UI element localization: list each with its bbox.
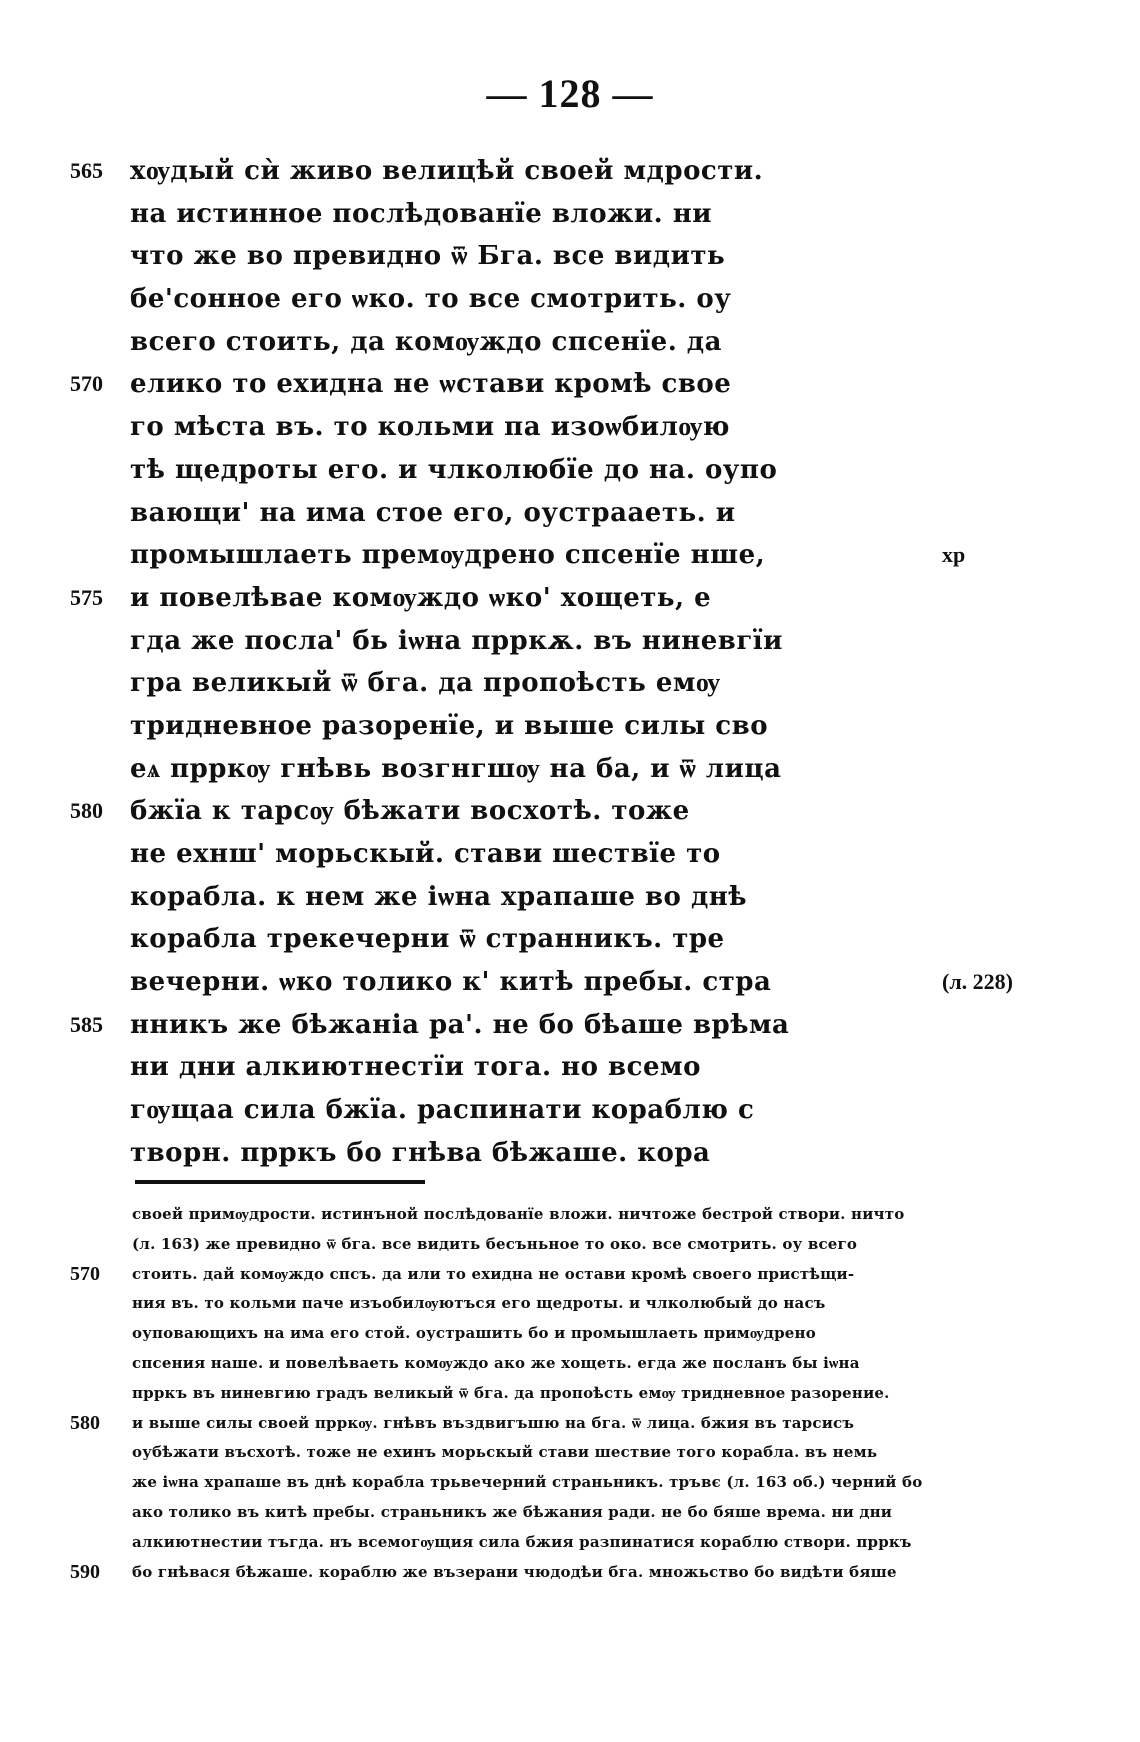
text-line	[70, 449, 1070, 492]
text-line	[70, 918, 1070, 961]
text-line	[70, 705, 1070, 748]
footnote-line-text: оубѣжати въсхотѣ. тоже не ехинъ морьскый стави шествие того корабла. въ немь	[132, 1443, 878, 1462]
footnote-line	[70, 1349, 1070, 1379]
text-line	[70, 876, 1070, 919]
line-text: всего стоить, да комѹждо спсенїе. да	[130, 326, 722, 357]
footnote-line-text: алкиютнестии тъгда. нъ всемогѹщия сила бжия разпинатися кораблю створи. прркъ	[132, 1532, 912, 1551]
footnote-line-text: и выше силы своей прркѹ. гнѣвъ въздвигъшю на бга. ѿ лица. бжия въ тарсисъ	[132, 1413, 855, 1432]
page-number: — 128 —	[486, 71, 654, 116]
line-text: бе'сонное его ѡко. то все смотрить. оу	[130, 284, 732, 315]
footnote-line	[70, 1230, 1070, 1260]
line-text: вающи' на има стое его, оустрааеть. и	[130, 497, 736, 528]
text-line	[70, 1046, 1070, 1089]
line-text: бжїа к тарсѹ бѣжати восхотѣ. тоже	[130, 796, 690, 827]
margin-note: (л. 228)	[942, 969, 1013, 995]
text-line	[70, 235, 1070, 278]
text-line	[70, 1089, 1070, 1132]
line-text: на истинное послѣдованїе вложи. ни	[130, 198, 713, 229]
line-number: 570	[70, 371, 103, 397]
footnote-line-number: 590	[70, 1560, 100, 1583]
footnote-text	[70, 1200, 1070, 1587]
line-text: промышлаеть премѹдрено спсенїе нше,	[130, 540, 766, 571]
footnote-line-text: же іѡна храпаше въ днѣ корабла трьвечерний страньникъ. тръвє (л. 163 об.) черний бо	[132, 1473, 923, 1492]
footnote-line-text: спсения наше. и повелѣваеть комѹждо ако же хощеть. егда же посланъ бы іѡна	[132, 1353, 860, 1372]
line-text: тѣ щедроты его. и члколюбїе до на. оупо	[130, 454, 778, 485]
footnote-line-text: стоить. дай комѹждо спсъ. да или то ехидна не остави кромѣ своего пристѣщи-	[132, 1264, 855, 1283]
text-line	[70, 278, 1070, 321]
text-line	[70, 363, 1070, 406]
line-text: что же во превидно ѿ Бга. все видить	[130, 241, 726, 272]
main-text	[70, 150, 1070, 1175]
footnote-line	[70, 1260, 1070, 1290]
text-line	[70, 620, 1070, 663]
footnote-line	[70, 1289, 1070, 1319]
text-line	[70, 406, 1070, 449]
text-line	[70, 790, 1070, 833]
footnote-divider	[135, 1180, 425, 1184]
footnote-line	[70, 1498, 1070, 1528]
footnote-line-number: 580	[70, 1411, 100, 1434]
margin-note: хр	[942, 542, 966, 568]
footnote-line	[70, 1438, 1070, 1468]
text-line	[70, 193, 1070, 236]
line-text: не ехнш' морьскый. стави шествїе то	[130, 839, 721, 869]
footnote-line-text: своей примѹдрости. истинъной послѣдованїе вложи. ничтоже бестрой створи. ничто	[132, 1205, 905, 1223]
line-text: гра великый ѿ бга. да пропоѣсть емѹ	[130, 668, 721, 699]
text-line	[70, 961, 1070, 1004]
line-number: 580	[70, 798, 103, 824]
text-line	[70, 150, 1070, 193]
text-line	[70, 1132, 1070, 1175]
line-text: корабла. к нем же іѡна храпаше во днѣ	[130, 881, 748, 912]
line-text: нникъ же бѣжаніа ра'. не бо бѣаше врѣма	[130, 1009, 790, 1040]
text-line	[70, 748, 1070, 791]
footnote-line-text: ако толико въ китѣ пребы. страньникъ же бѣжания ради. не бо бяше врема. ни дни	[132, 1502, 893, 1521]
line-number: 565	[70, 158, 103, 183]
text-line	[70, 662, 1070, 705]
footnote-line-text: прркъ въ ниневгию градъ великый ѿ бга. да пропоѣсть емѹ тридневное разорение.	[132, 1383, 890, 1402]
line-text: творн. прркъ бо гнѣва бѣжаше. кора	[130, 1137, 711, 1168]
footnote-line-text: ния въ. то кольми паче изъобилѹютъся его щедроты. и члколюбый до насъ	[132, 1294, 826, 1313]
footnote-line	[70, 1468, 1070, 1498]
text-line	[70, 1004, 1070, 1047]
footnote-line	[70, 1558, 1070, 1588]
line-text: гѹщаа сила бжїа. распинати кораблю с	[130, 1095, 755, 1126]
line-text: корабла трекечерни ѿ странникъ. тре	[130, 924, 725, 955]
footnote-line-text: (л. 163) же превидно ѿ бга. все видить бесъньное то око. все смотрить. оу всего	[132, 1234, 858, 1253]
line-text: го мѣста въ. то кольми па изоѡбилѹю	[130, 412, 730, 443]
text-line	[70, 833, 1070, 876]
line-text: ни дни алкиютнестїи тога. но всемо	[130, 1052, 701, 1083]
footnote-line-number: 570	[70, 1262, 100, 1285]
line-text: и повелѣвае комѹждо ѡко' хощеть, е	[130, 582, 712, 613]
text-line	[70, 321, 1070, 364]
footnote-line-text: оуповающихъ на има его стой. оустрашить бо и промышлаеть примѹдрено	[132, 1324, 816, 1343]
line-text: еѧ прркѹ гнѣвь возгнгшѹ на ба, и ѿ лица	[130, 753, 782, 784]
footnote-line	[70, 1409, 1070, 1439]
footnote-line	[70, 1379, 1070, 1409]
footnote-line	[70, 1200, 1070, 1230]
line-text: гда же посла' бь іѡна прркѫ. въ ниневгїи	[130, 625, 783, 656]
line-number: 585	[70, 1011, 103, 1037]
line-text: тридневное разоренїе, и выше силы сво	[130, 710, 769, 741]
line-text: елико то ехидна не ѡстави кромѣ свое	[130, 369, 732, 400]
footnote-line	[70, 1319, 1070, 1349]
footnote-line	[70, 1528, 1070, 1558]
line-text: вечерни. ѡко толико к' китѣ пребы. стра	[130, 967, 772, 998]
footnote-line-text: бо гнѣвася бѣжаше. кораблю же възерани чюдодѣи бга. множьство бо видѣти бяше	[132, 1562, 897, 1581]
text-line	[70, 492, 1070, 535]
text-line	[70, 534, 1070, 577]
text-line	[70, 577, 1070, 620]
line-number: 575	[70, 584, 103, 610]
line-text: хѹдый сѝ живо велицѣй своей мдрости.	[130, 156, 764, 186]
